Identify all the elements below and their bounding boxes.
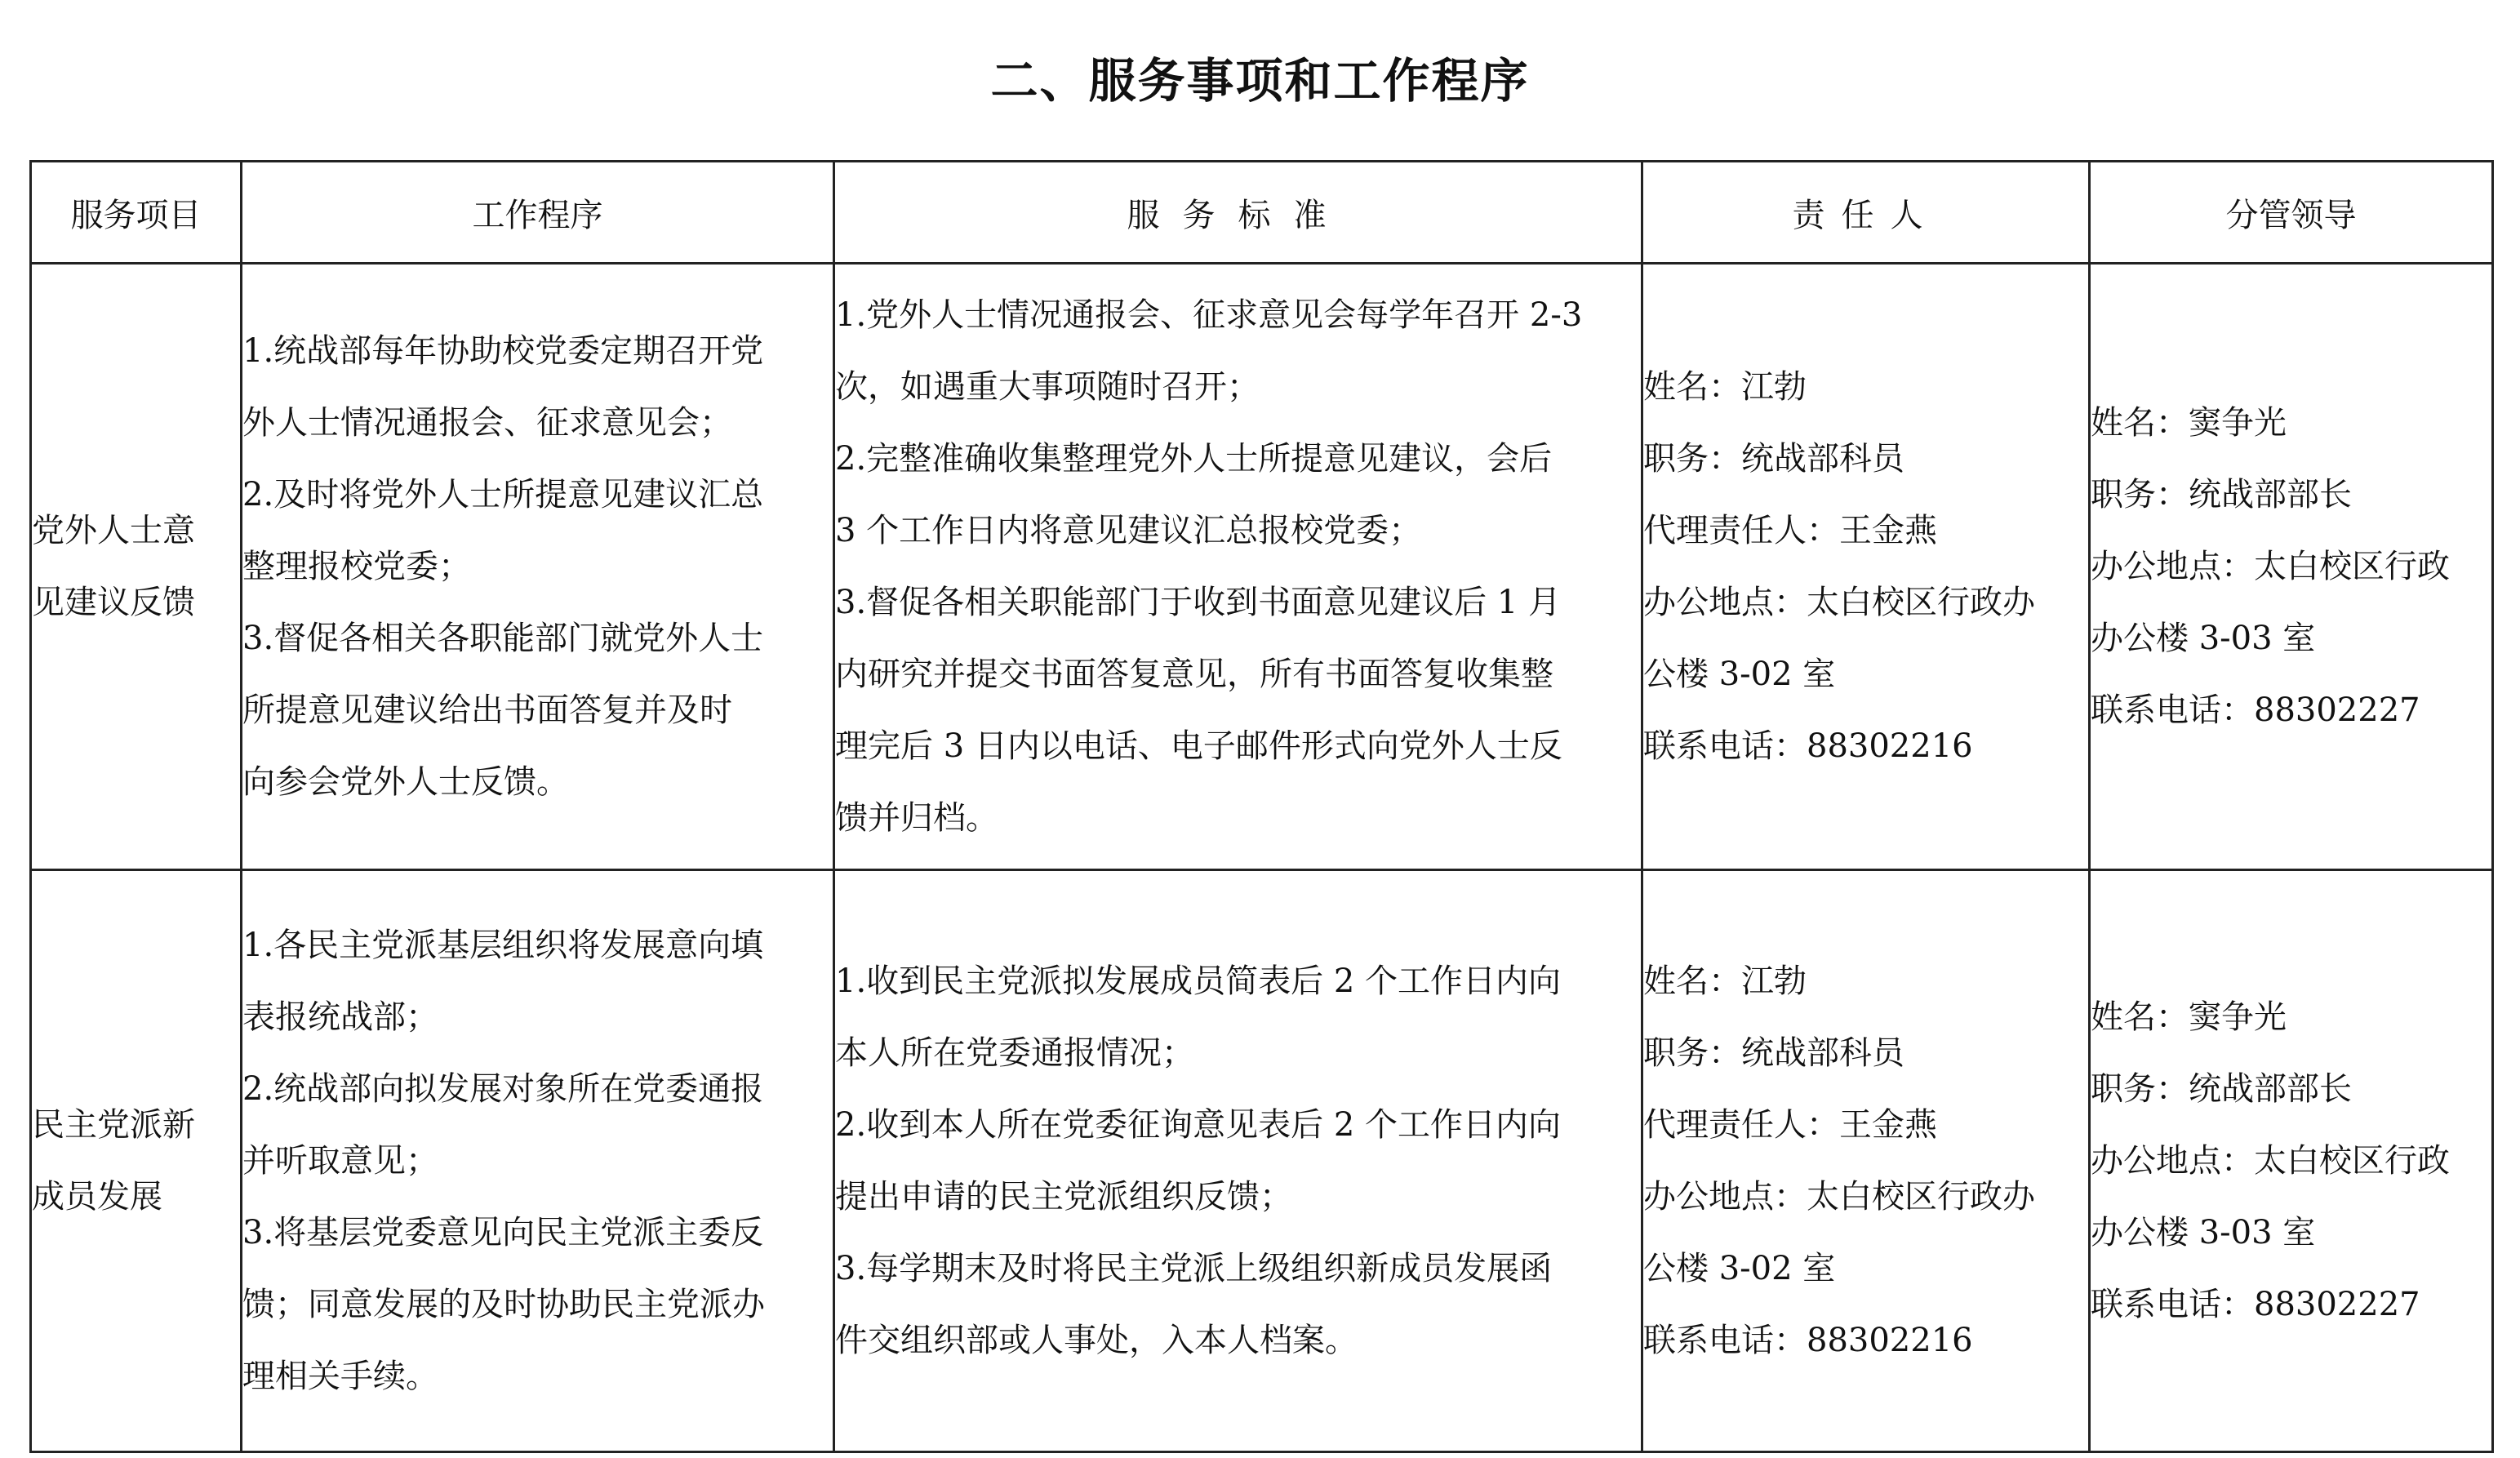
text-line: 3.督促各相关职能部门于收到书面意见建议后 1 月 <box>835 584 1562 621</box>
text-line: 代理责任人：王金燕 <box>1643 1106 1937 1144</box>
text-line: 姓名：江勃 <box>1643 962 1807 1000</box>
text-line: 办公地点：太白校区行政办 <box>1643 584 2035 621</box>
text-line: 代理责任人：王金燕 <box>1643 512 1937 549</box>
text-line: 职务：统战部部长 <box>2091 1070 2352 1108</box>
header-service-item: 服务项目 <box>31 162 242 264</box>
service-item-cell <box>31 870 242 1452</box>
standard-cell <box>834 870 1642 1452</box>
text-line: 馈并归档。 <box>835 799 998 837</box>
text-line: 馈；同意发展的及时协助民主党派办 <box>242 1286 765 1323</box>
text-line: 办公地点：太白校区行政 <box>2091 1142 2450 1180</box>
text-line: 3.将基层党委意见向民主党派主委反 <box>242 1214 764 1251</box>
responsible-cell <box>1642 264 2090 870</box>
header-leader: 分管领导 <box>2090 162 2493 264</box>
text-line: 见建议反馈 <box>32 584 195 621</box>
table-row <box>31 870 2493 1452</box>
text-line: 次，如遇重大事项随时召开； <box>835 368 1260 406</box>
standard-cell <box>834 264 1642 870</box>
responsible-cell <box>1642 870 2090 1452</box>
text-line: 办公地点：太白校区行政 <box>2091 548 2450 585</box>
leader-cell <box>2090 870 2493 1452</box>
text-line: 办公楼 3-03 室 <box>2091 620 2316 657</box>
procedure-cell <box>242 264 834 870</box>
text-line: 1.各民主党派基层组织将发展意向填 <box>242 927 764 964</box>
text-line: 2.统战部向拟发展对象所在党委通报 <box>242 1070 764 1108</box>
text-line: 办公地点：太白校区行政办 <box>1643 1178 2035 1216</box>
header-responsible: 责任人 <box>1642 162 2090 264</box>
text-line: 向参会党外人士反馈。 <box>242 763 569 801</box>
header-standard: 服务标准 <box>834 162 1642 264</box>
text-line: 件交组织部或人事处，入本人档案。 <box>835 1322 1358 1359</box>
text-line: 联系电话：88302216 <box>1643 1322 1973 1359</box>
text-line: 党外人士意 <box>32 512 195 549</box>
text-line: 姓名：窦争光 <box>2091 404 2287 442</box>
text-line: 联系电话：88302227 <box>2091 691 2420 729</box>
page-title: 二、服务事项和工作程序 <box>990 53 1530 109</box>
text-line: 1.党外人士情况通报会、征求意见会每学年召开 2-3 <box>835 296 1583 334</box>
text-line: 表报统战部； <box>242 998 438 1036</box>
text-line: 所提意见建议给出书面答复并及时 <box>242 691 732 729</box>
text-line: 公楼 3-02 室 <box>1643 656 1836 693</box>
leader-cell <box>2090 264 2493 870</box>
text-line: 3.每学期末及时将民主党派上级组织新成员发展函 <box>835 1250 1553 1287</box>
text-line: 2.及时将党外人士所提意见建议汇总 <box>242 476 764 513</box>
text-line: 本人所在党委通报情况； <box>835 1034 1194 1072</box>
text-line: 并听取意见； <box>242 1142 438 1180</box>
text-line: 姓名：窦争光 <box>2091 998 2287 1036</box>
header-procedure: 工作程序 <box>242 162 834 264</box>
text-line: 1.收到民主党派拟发展成员简表后 2 个工作日内向 <box>835 962 1562 1000</box>
text-line: 3 个工作日内将意见建议汇总报校党委； <box>835 512 1422 549</box>
service-table <box>29 160 2494 1453</box>
text-line: 民主党派新 <box>32 1106 195 1144</box>
service-item-cell <box>31 264 242 870</box>
text-line: 姓名：江勃 <box>1643 368 1807 406</box>
text-line: 办公楼 3-03 室 <box>2091 1214 2316 1251</box>
header-row <box>31 162 2493 264</box>
text-line: 提出申请的民主党派组织反馈； <box>835 1178 1292 1216</box>
text-line: 公楼 3-02 室 <box>1643 1250 1836 1287</box>
text-line: 理完后 3 日内以电话、电子邮件形式向党外人士反 <box>835 727 1562 765</box>
text-line: 2.收到本人所在党委征询意见表后 2 个工作日内向 <box>835 1106 1562 1144</box>
text-line: 联系电话：88302227 <box>2091 1286 2420 1323</box>
text-line: 职务：统战部科员 <box>1643 440 1904 478</box>
text-line: 2.完整准确收集整理党外人士所提意见建议，会后 <box>835 440 1553 478</box>
text-line: 理相关手续。 <box>242 1358 438 1395</box>
text-line: 整理报校党委； <box>242 548 471 585</box>
text-line: 职务：统战部部长 <box>2091 476 2352 513</box>
table-row <box>31 264 2493 870</box>
procedure-cell <box>242 870 834 1452</box>
text-line: 内研究并提交书面答复意见，所有书面答复收集整 <box>835 656 1553 693</box>
text-line: 联系电话：88302216 <box>1643 727 1973 765</box>
text-line: 3.督促各相关各职能部门就党外人士 <box>242 620 764 657</box>
text-line: 成员发展 <box>32 1178 162 1216</box>
text-line: 1.统战部每年协助校党委定期召开党 <box>242 332 764 370</box>
text-line: 外人士情况通报会、征求意见会； <box>242 404 732 442</box>
text-line: 职务：统战部科员 <box>1643 1034 1904 1072</box>
